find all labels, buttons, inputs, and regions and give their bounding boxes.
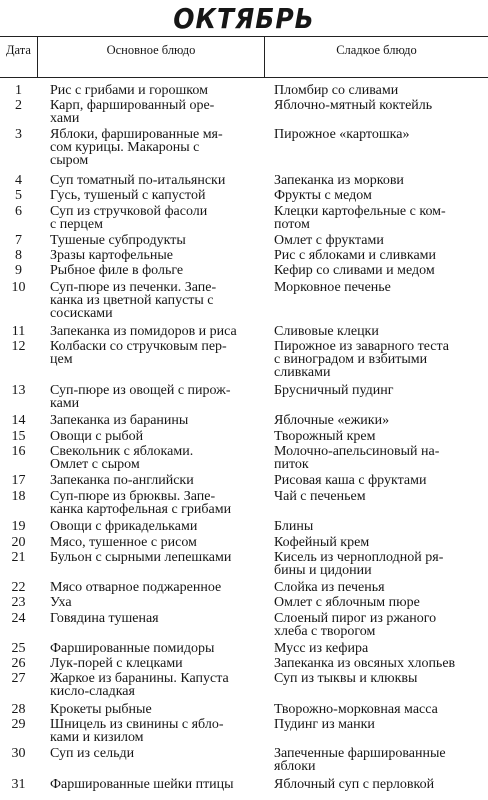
dessert-line: Творожно-морковная масса xyxy=(274,702,438,717)
main-dish-line: Овощи с фрикадельками xyxy=(50,519,198,534)
header-date: Дата xyxy=(6,43,31,57)
main-dish-line: Суп-пюре из овощей с пирож- xyxy=(50,383,231,398)
date-cell: 4 xyxy=(15,173,22,188)
main-dish-line: Рыбное филе в фольге xyxy=(50,263,184,278)
date-cell: 2 xyxy=(15,98,22,113)
main-dish-line: Овощи с рыбой xyxy=(50,429,144,444)
main-dish-line: Суп-пюре из брюквы. Запе- xyxy=(50,489,216,504)
main-dish-line: Жаркое из баранины. Капуста xyxy=(50,671,229,686)
main-dish-line: Крокеты рыбные xyxy=(50,702,152,717)
main-dish-line: ками и кизилом xyxy=(50,730,144,745)
main-dish-line: Свекольник с яблоками. xyxy=(50,444,194,459)
dessert-line: яблоки xyxy=(274,759,316,774)
dessert-line: потом xyxy=(274,217,310,232)
dessert-line: Сливовые клецки xyxy=(274,324,379,339)
main-dish-line: цем xyxy=(50,352,73,367)
date-cell: 13 xyxy=(11,383,26,398)
dessert-line: Запеканка из моркови xyxy=(274,173,404,188)
main-dish-line: канка из цветной капусты с xyxy=(50,293,214,308)
date-cell: 17 xyxy=(11,473,26,488)
dessert-line: Омлет с фруктами xyxy=(274,233,384,248)
date-cell: 5 xyxy=(15,188,22,203)
dessert-line: Мусс из кефира xyxy=(274,641,369,656)
main-dish-line: Лук-порей с клецками xyxy=(50,656,183,671)
main-dish-line: Мясо, тушенное с рисом xyxy=(50,535,197,550)
dessert-line: питок xyxy=(274,457,309,472)
main-dish-line: Бульон с сырными лепешками xyxy=(50,550,232,565)
date-cell: 9 xyxy=(15,263,22,278)
dessert-line: Кофейный крем xyxy=(274,535,370,550)
date-cell: 15 xyxy=(11,429,26,444)
dessert-line: Рис с яблоками и сливками xyxy=(274,248,437,263)
dessert-line: Суп из тыквы и клюквы xyxy=(274,671,418,686)
main-dish-line: Колбаски со стручковым пер- xyxy=(50,339,227,354)
main-dish-line: Запеканка из баранины xyxy=(50,413,189,428)
dessert-line: Пирожное «картошка» xyxy=(274,127,410,142)
dessert-line: Творожный крем xyxy=(274,429,376,444)
dessert-line: Пломбир со сливами xyxy=(274,83,399,98)
main-dish-line: Рис с грибами и горошком xyxy=(50,83,208,98)
main-dish-line: Яблоки, фаршированные мя- xyxy=(50,127,223,142)
main-dish-line: сосисками xyxy=(50,306,113,321)
dessert-line: Блины xyxy=(274,519,314,534)
dessert-line: Слоеный пирог из ржаного xyxy=(274,611,437,626)
main-dish-line: ками xyxy=(50,396,80,411)
table-header-rule xyxy=(0,77,488,78)
date-cell: 3 xyxy=(15,127,22,142)
dessert-line: Яблочный суп с перловкой xyxy=(274,777,435,792)
dessert-line: Пирожное из заварного теста xyxy=(274,339,449,354)
date-cell: 20 xyxy=(11,535,26,550)
dessert-line: бины и цидонии xyxy=(274,563,372,578)
main-dish-line: Фаршированные помидоры xyxy=(50,641,215,656)
dessert-line: Молочно-апельсиновый на- xyxy=(274,444,440,459)
dessert-line: Яблочные «ежики» xyxy=(274,413,390,428)
main-dish-line: канка картофельная с грибами xyxy=(50,502,232,517)
main-dish-line: Омлет с сыром xyxy=(50,457,140,472)
dessert-line: Кисель из черноплодной ря- xyxy=(274,550,444,565)
date-cell: 10 xyxy=(11,280,26,295)
main-dish-line: Зразы картофельные xyxy=(50,248,173,263)
main-dish-line: Мясо отварное поджаренное xyxy=(50,580,222,595)
date-cell: 31 xyxy=(11,777,26,792)
main-dish-line: Суп из стручковой фасоли xyxy=(50,204,208,219)
main-dish-line: Суп томатный по-итальянски xyxy=(50,173,226,188)
dessert-line: Запеканка из овсяных хлопьев xyxy=(274,656,456,671)
date-cell: 24 xyxy=(11,611,26,626)
main-dish-line: Карп, фаршированный оре- xyxy=(50,98,215,113)
date-cell: 6 xyxy=(15,204,22,219)
dessert-line: хлеба с творогом xyxy=(274,624,376,639)
date-cell: 19 xyxy=(11,519,26,534)
dessert-line: с виноградом и взбитыми xyxy=(274,352,428,367)
main-dish-line: Запеканка по-английски xyxy=(50,473,194,488)
date-cell: 30 xyxy=(11,746,26,761)
header-main-dish: Основное блюдо xyxy=(106,43,196,57)
dessert-line: Яблочно-мятный коктейль xyxy=(274,98,433,113)
main-dish-line: сыром xyxy=(50,153,89,168)
main-dish-line: хами xyxy=(50,111,80,126)
main-dish-line: сом курицы. Макароны с xyxy=(50,140,200,155)
date-cell: 28 xyxy=(11,702,26,717)
main-dish-line: Говядина тушеная xyxy=(50,611,159,626)
dessert-line: Клецки картофельные с ком- xyxy=(274,204,446,219)
dessert-line: Запеченные фаршированные xyxy=(274,746,446,761)
dessert-line: Морковное печенье xyxy=(274,280,391,295)
main-dish-line: Шницель из свинины с ябло- xyxy=(50,717,224,732)
main-dish-line: Фаршированные шейки птицы xyxy=(50,777,234,792)
date-cell: 11 xyxy=(11,324,26,339)
date-cell: 1 xyxy=(15,83,22,98)
date-cell: 7 xyxy=(15,233,22,248)
date-cell: 12 xyxy=(11,339,26,354)
main-dish-line: Тушеные субпродукты xyxy=(50,233,186,248)
dessert-line: сливками xyxy=(274,365,331,380)
table-top-rule xyxy=(0,36,488,37)
main-dish-line: Суп-пюре из печенки. Запе- xyxy=(50,280,217,295)
date-cell: 14 xyxy=(11,413,26,428)
date-cell: 8 xyxy=(15,248,22,263)
dessert-line: Рисовая каша с фруктами xyxy=(274,473,427,488)
main-dish-line: кисло-сладкая xyxy=(50,684,135,699)
dessert-line: Омлет с яблочным пюре xyxy=(274,595,420,610)
page-title: ОКТЯБРЬ xyxy=(173,2,315,35)
date-cell: 23 xyxy=(11,595,26,610)
date-cell: 27 xyxy=(11,671,26,686)
date-cell: 18 xyxy=(11,489,26,504)
date-cell: 21 xyxy=(11,550,26,565)
dessert-line: Слойка из печенья xyxy=(274,580,385,595)
date-cell: 26 xyxy=(11,656,26,671)
main-dish-line: Суп из сельди xyxy=(50,746,135,761)
date-cell: 29 xyxy=(11,717,26,732)
dessert-line: Кефир со сливами и медом xyxy=(274,263,435,278)
main-dish-line: с перцем xyxy=(50,217,103,232)
dessert-line: Фрукты с медом xyxy=(274,188,372,203)
dessert-line: Пудинг из манки xyxy=(274,717,375,732)
main-dish-line: Запеканка из помидоров и риса xyxy=(50,324,237,339)
date-cell: 16 xyxy=(11,444,26,459)
header-dessert: Сладкое блюдо xyxy=(336,43,417,57)
date-cell: 25 xyxy=(11,641,26,656)
dessert-line: Чай с печеньем xyxy=(274,489,366,504)
main-dish-line: Гусь, тушеный с капустой xyxy=(50,188,206,203)
date-cell: 22 xyxy=(11,580,26,595)
dessert-line: Брусничный пудинг xyxy=(274,383,394,398)
main-dish-line: Уха xyxy=(50,595,72,610)
